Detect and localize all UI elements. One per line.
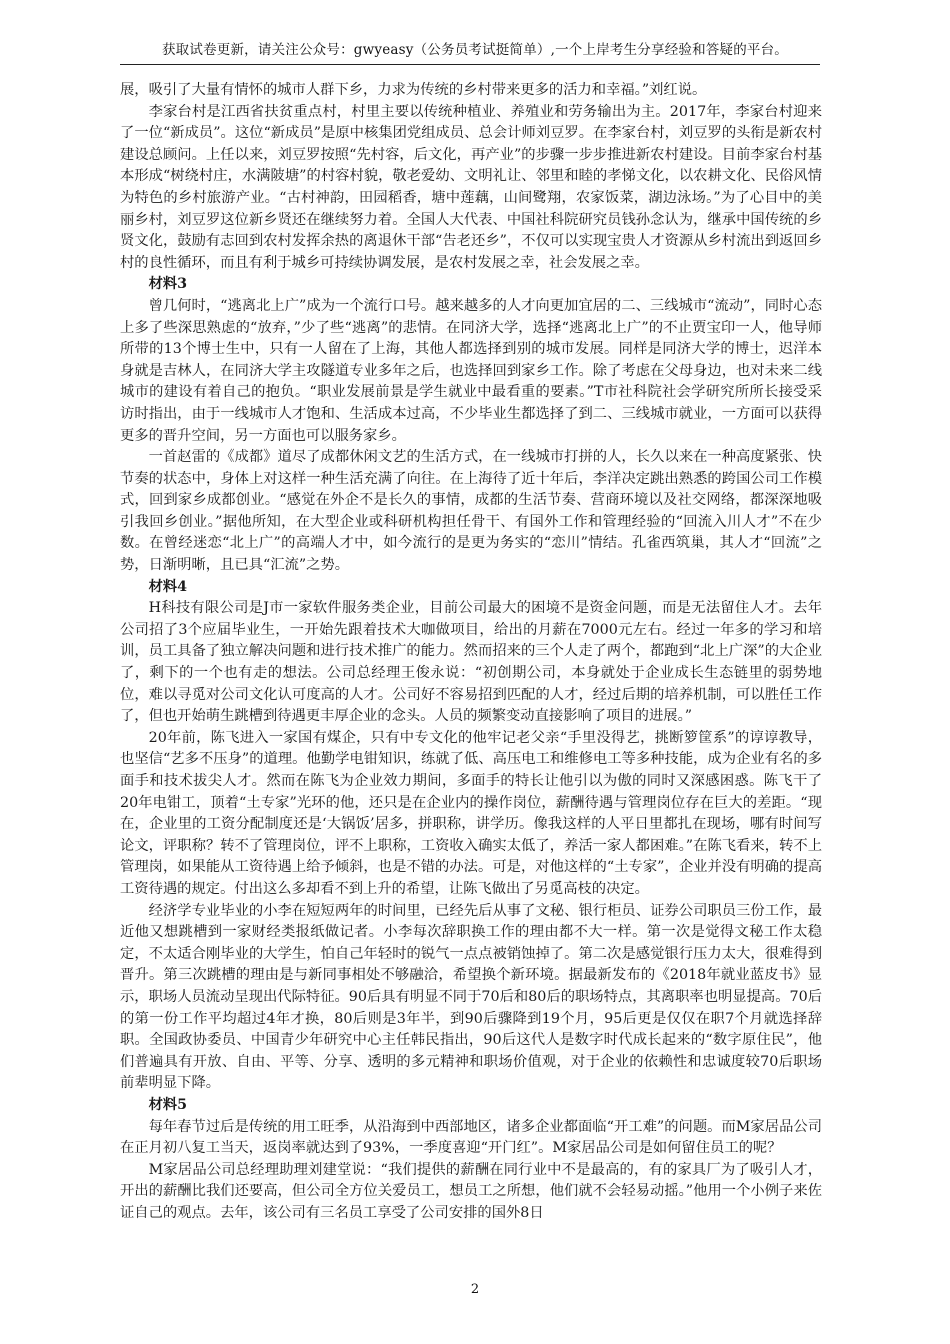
- paragraph-lijiatai: 李家台村是江西省扶贫重点村，村里主要以传统种植业、养殖业和劳务输出为主。2017年，李家台村迎来了一位“新成员”。这位“新成员”是原中核集团党组成员、总会计师刘豆罗。在李家台村，刘豆罗的头衔是新农村建设总顾问。上任以来，刘豆罗按照“先村容，后文化，再产业”的步骤一步步推进新农村建设。目前李家台村基本形成“树绕村庄，水满陂塘”的村容村貌，敬老爱幼、文明礼让、邻里和睦的孝悌文化，以农耕文化、民俗风情为特色的乡村旅游产业。“古村神韵，田园稻香，塘中莲藕，山间鹭翔，农家饭菜，湖边泳场。”为了心目中的美丽乡村，刘豆罗这位新乡贤还在继续努力着。全国人大代表、中国社科院研究员钱孙念认为，继承中国传统的乡贤文化，鼓励有志回到农村发挥余热的离退休干部“告老还乡”，不仅可以实现宝贵人才资源从乡村流出到返回乡村的良性循环，而且有利于城乡可持续协调发展，是农村发展之幸，社会发展之幸。: [120, 103, 822, 271]
- paragraph-material-4-2: 20年前，陈飞进入一家国有煤企，只有中专文化的他牢记老父亲“手里没得艺，挑断箩筐系”的谆谆教导，也坚信“艺多不压身”的道理。他勤学电钳知识，练就了低、高压电工和维修电工等多种技能，成为企业有名的多面手和技术拔尖人才。然而在陈飞为企业效力期间，多面手的特长让他引以为傲的同时又深感困惑。陈飞干了20年电钳工，顶着“土专家”光环的他，还只是在企业内的操作岗位，薪酬待遇与管理岗位存在巨大的差距。“现在，企业里的工资分配制度还是‘大锅饭’居多，拼职称，讲学历。像我这样的人平日里都扎在现场，哪有时间写论文，评职称？转不了管理岗位，评不上职称，工资收入确实太低了，养活一家人都困难。”在陈飞看来，转不上管理岗，如果能从工资待遇上给予倾斜，也是不错的办法。可是，对他这样的“土专家”，企业并没有明确的提高工资待遇的规定。付出这么多却看不到上升的希望，让陈飞做出了另觅高枝的决定。: [120, 729, 822, 897]
- paragraph-material-3-1: 曾几何时，“逃离北上广”成为一个流行口号。越来越多的人才向更加宜居的二、三线城市“流动”，同时心态上多了些深思熟虑的“放弃，”少了些“逃离”的悲情。在同济大学，选择“逃离北上广”的不止贾宝印一人，他导师所带的13个博士生中，只有一人留在了上海，其他人都选择到别的城市发展。同样是同济大学的博士，迟洋本身就是吉林人，在同济大学主攻隧道专业多年之后，也选择回到家乡工作。除了考虑在父母身边，也对未来二线城市的建设有着自己的抱负。“职业发展前景是学生就业中最看重的要素。”T市社科院社会学研究所所长接受采访时指出，由于一线城市人才饱和、生活成本过高，不少毕业生都选择了到二、三线城市就业，一方面可以获得更多的晋升空间，另一方面也可以服务家乡。: [120, 297, 822, 444]
- page-number: 2: [470, 1282, 480, 1297]
- section-heading-material-3: 材料3: [148, 276, 188, 293]
- section-heading-material-4: 材料4: [148, 578, 188, 595]
- section-heading-material-5: 材料5: [148, 1096, 188, 1113]
- paragraph-continuation: 展，吸引了大量有情怀的城市人群下乡，力求为传统的乡村带来更多的活力和幸福。”刘红说。: [120, 82, 707, 98]
- paragraph-material-5-1: 每年春节过后是传统的用工旺季，从沿海到中西部地区，诸多企业都面临“开工难”的问题。而M家居品公司在正月初八复工当天，返岗率就达到了93%，一季度喜迎“开门红”。M家居品公司是如何留住员工的呢？: [120, 1118, 822, 1157]
- paragraph-material-4-3: 经济学专业毕业的小李在短短两年的时间里，已经先后从事了文秘、银行柜员、证券公司职员三份工作，最近他又想跳槽到一家财经类报纸做记者。小李每次辞职换工作的理由都不大一样。第一次是觉得文秘工作太稳定，不太适合刚毕业的大学生，怕自己年轻时的锐气一点点被销蚀掉了。第二次是感觉银行压力太大，很难得到晋升。第三次跳槽的理由是与新同事相处不够融洽，希望换个新环境。据最新发布的《2018年就业蓝皮书》显示，职场人员流动呈现出代际特征。90后具有明显不同于70后和80后的职场特点，其离职率也明显提高。70后的第一份工作平均超过4年才换，80后则是3年半，到90后骤降到19个月，95后更是仅仅在职7个月就选择辞职。全国政协委员、中国青少年研究中心主任韩民指出，90后这代人是数字时代成长起来的“数字原住民”，他们普遍具有开放、自由、平等、分享、透明的多元精神和职场价值观，对于企业的依赖性和忠诚度较70后职场前辈明显下降。: [120, 902, 822, 1092]
- header-divider: [120, 64, 820, 65]
- paragraph-material-4-1: H科技有限公司是J市一家软件服务类企业，目前公司最大的困境不是资金问题，而是无法留住人才。去年公司招了3个应届毕业生，一开始先跟着技术大咖做项目，给出的月薪在7000元左右。经过一年多的学习和培训，员工具备了独立解决问题和进行技术推广的能力。然而招来的三个人走了两个，都跑到“北上广深”的大企业了，剩下的一个也有走的想法。公司总经理王俊永说：“初创期公司，本身就处于企业成长生态链里的弱势地位，难以寻觅对公司文化认可度高的人才。公司好不容易招到匹配的人才，经过后期的培养机制，可以胜任工作了，但也开始萌生跳槽到待遇更丰厚企业的念头。人员的频繁变动直接影响了项目的进展。”: [120, 600, 822, 725]
- paragraph-material-5-2: M家居品公司总经理助理刘建堂说：“我们提供的薪酬在同行业中不是最高的，有的家具厂为了吸引人才，开出的薪酬比我们还要高，但公司全方位关爱员工，想员工之所想，他们就不会轻易动摇。”他用一个小例子来佐证自己的观点。去年，该公司有三名员工享受了公司安排的国外8日: [120, 1161, 822, 1221]
- header-notice: 获取试卷更新，请关注公众号：gwyeasy（公务员考试挺简单）,一个上岸考生分享经验和答疑的平台。: [161, 42, 788, 58]
- document-body: [120, 80, 822, 1224]
- paragraph-material-3-2: 一首赵雷的《成都》道尽了成都休闲文艺的生活方式，在一线城市打拼的人，长久以来在一种高度紧张、快节奏的状态中，身体上对这样一种生活充满了向往。在上海待了近十年后，李洋决定跳出熟悉的跨国公司工作模式，回到家乡成都创业。“感觉在外企不是长久的事情，成都的生活节奏、营商环境以及社交网络，都深深地吸引我回乡创业。”据他所知，在大型企业或科研机构担任骨干、有国外工作和管理经验的“回流入川人才”不在少数。在曾经迷恋“北上广”的高端人才中，如今流行的是更为务实的“恋川”情结。孔雀西筑巢，其人才“回流”之势，日渐明晰，且已具“汇流”之势。: [120, 449, 822, 574]
